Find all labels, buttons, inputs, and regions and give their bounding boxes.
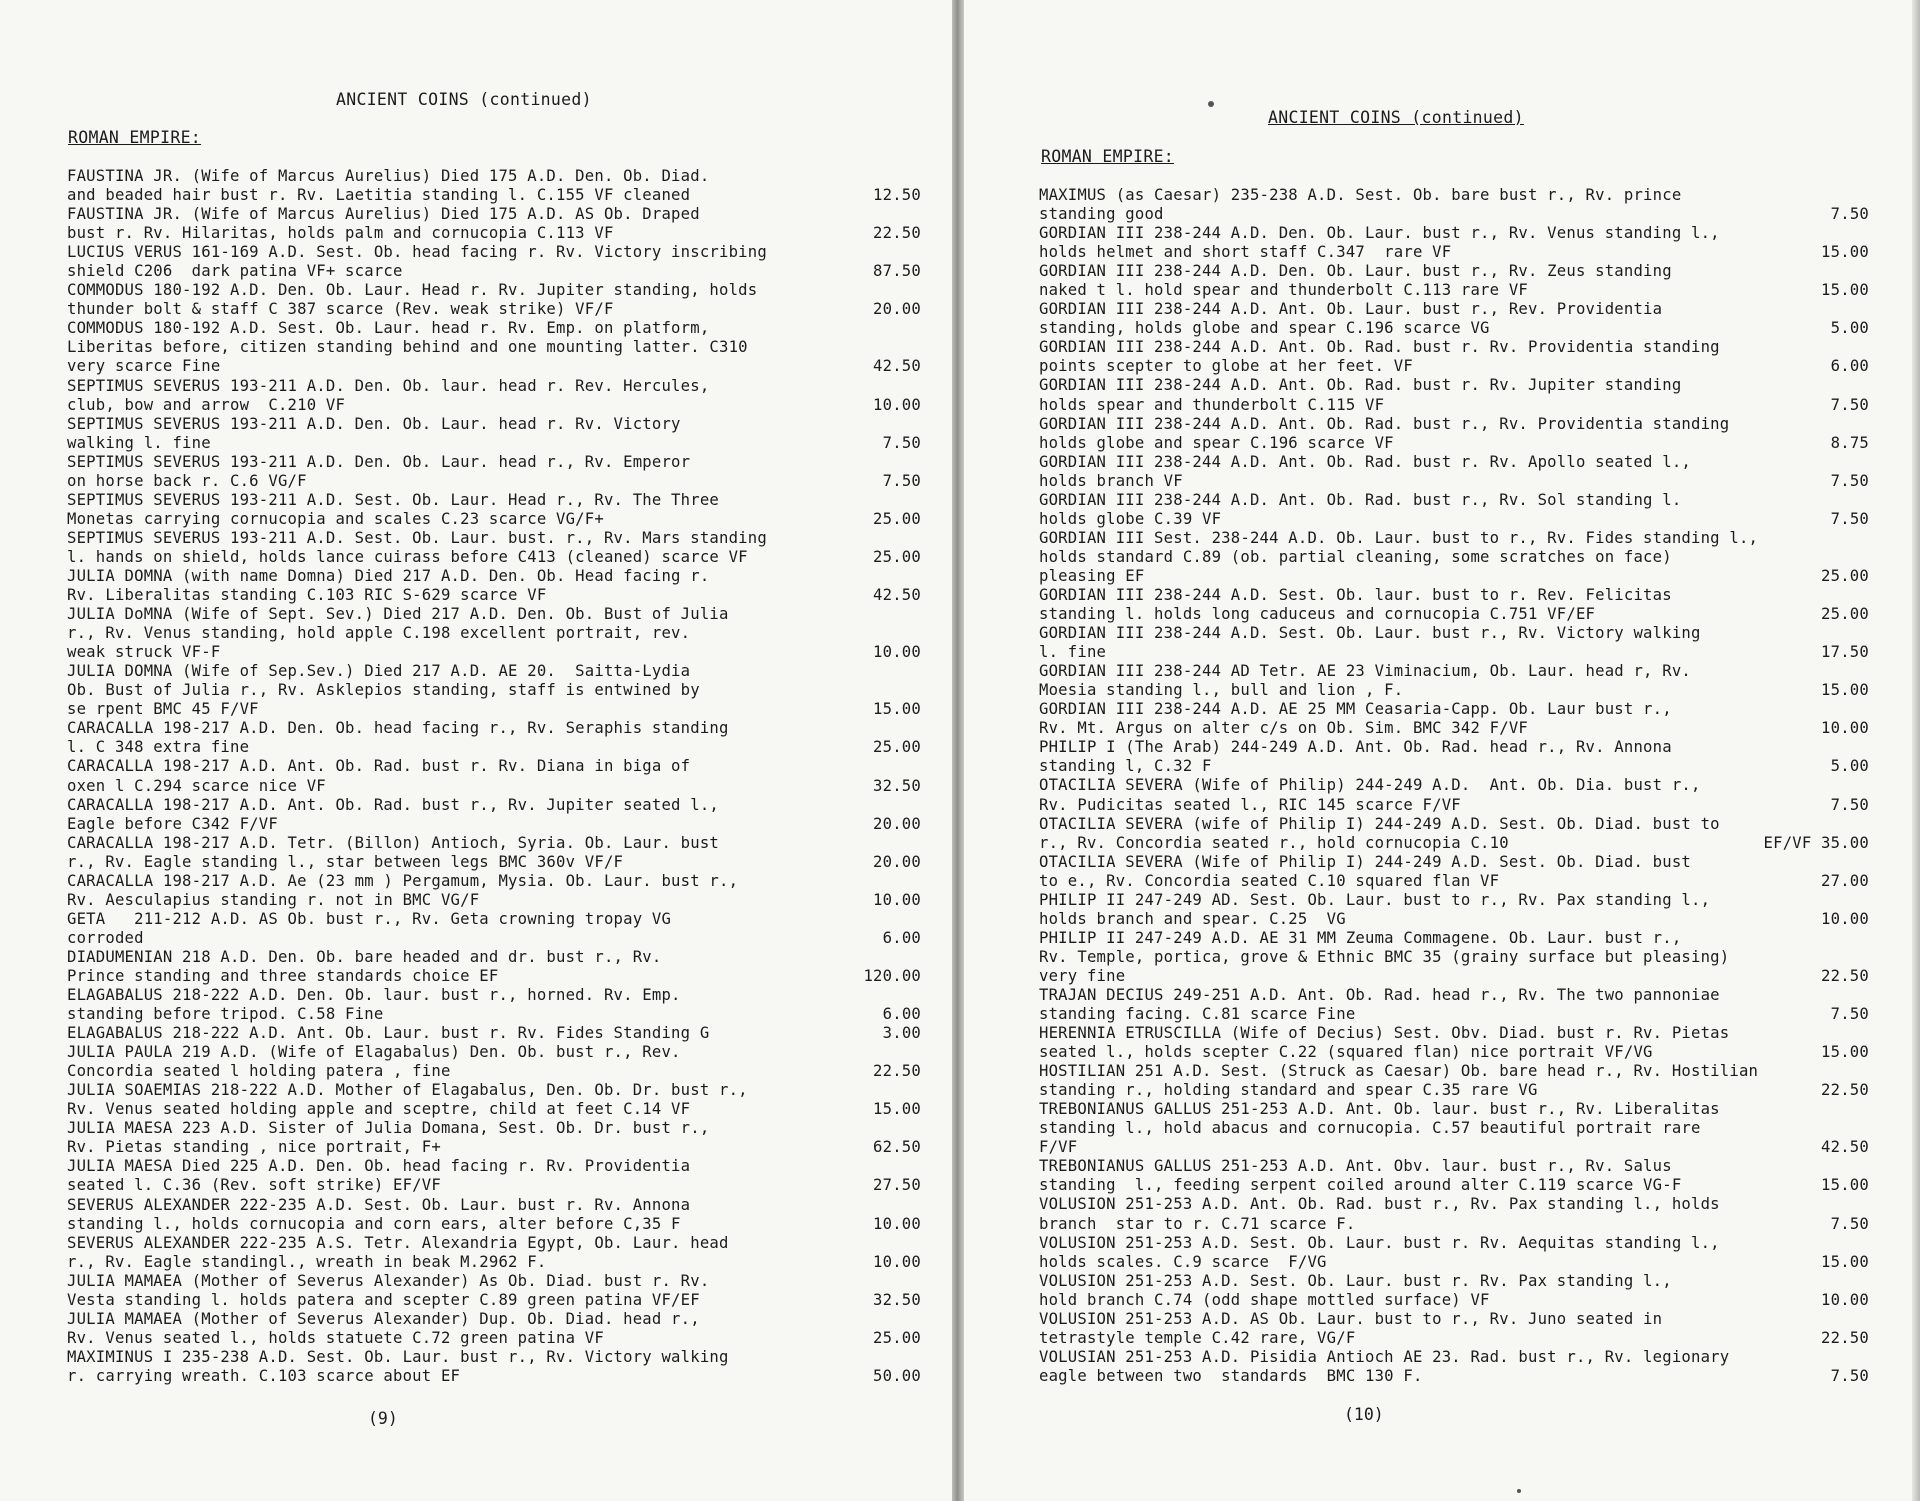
coin-description: TREBONIANUS GALLUS 251-253 A.D. Ant. Ob. laur. bust r., Rv. Liberalitas (1039, 1100, 1720, 1119)
coin-description: GORDIAN III 238-244 A.D. Ant. Ob. Rad. bust r. Rv. Jupiter standing (1039, 376, 1682, 395)
coin-description: bust r. Rv. Hilaritas, holds palm and cornucopia C.113 VF (67, 224, 614, 243)
coin-description: oxen l C.294 scarce nice VF (67, 776, 326, 795)
coin-description: JULIA DOMNA (with name Domna) Died 217 A.D. Den. Ob. Head facing r. (67, 566, 710, 585)
right-section-heading: ROMAN EMPIRE: (1041, 147, 1175, 166)
coin-description: MAXIMINUS I 235-238 A.D. Sest. Ob. Laur. bust r., Rv. Victory walking (67, 1347, 729, 1366)
coin-price: 62.50 (873, 1138, 921, 1157)
coin-description: SEPTIMUS SEVERUS 193-211 A.D. Sest. Ob. Laur. bust. r., Rv. Mars standing (67, 528, 767, 547)
coin-price: 10.00 (873, 890, 921, 909)
coin-description: eagle between two standards BMC 130 F. (1039, 1366, 1423, 1385)
coin-description: CARACALLA 198-217 A.D. Den. Ob. head facing r., Rv. Seraphis standing (67, 719, 729, 738)
coin-price: 7.50 (1830, 471, 1869, 490)
coin-price: 7.50 (1830, 395, 1869, 414)
coin-description: standing r., holding standard and spear C.35 rare VG (1039, 1081, 1538, 1100)
coin-price: EF/VF 35.00 (1763, 833, 1869, 852)
coin-description: standing l., holds cornucopia and corn ears, alter before C,35 F (67, 1214, 681, 1233)
coin-description: standing before tripod. C.58 Fine (67, 1005, 384, 1024)
coin-price: 7.50 (1830, 1366, 1869, 1385)
coin-description: CARACALLA 198-217 A.D. Ant. Ob. Rad. bust r. Rv. Diana in biga of (67, 757, 691, 776)
coin-price: 7.50 (882, 471, 921, 490)
coin-description: standing l. holds long caduceus and cornucopia C.751 VF/EF (1039, 605, 1596, 624)
coin-description: to e., Rv. Concordia seated C.10 squared flan VF (1039, 871, 1500, 890)
coin-description: CARACALLA 198-217 A.D. Tetr. (Billon) Antioch, Syria. Ob. Laur. bust (67, 833, 719, 852)
coin-description: GETA 211-212 A.D. AS Ob. bust r., Rv. Geta crowning tropay VG (67, 909, 672, 928)
coin-description: PHILIP II 247-249 A.D. AE 31 MM Zeuma Commagene. Ob. Laur. bust r., (1039, 928, 1682, 947)
coin-description: FAUSTINA JR. (Wife of Marcus Aurelius) Died 175 A.D. AS Ob. Draped (67, 205, 700, 224)
coin-description: LUCIUS VERUS 161-169 A.D. Sest. Ob. head facing r. Rv. Victory inscribing (67, 243, 767, 262)
coin-price: 27.00 (1821, 871, 1869, 890)
coin-price: 6.00 (1830, 357, 1869, 376)
coin-price: 10.00 (1821, 1290, 1869, 1309)
coin-price: 7.50 (1830, 795, 1869, 814)
coin-description: Moesia standing l., bull and lion , F. (1039, 681, 1404, 700)
coin-description: walking l. fine (67, 433, 211, 452)
coin-price: 20.00 (873, 852, 921, 871)
coin-description: GORDIAN III 238-244 A.D. Den. Ob. Laur. bust r., Rv. Zeus standing (1039, 262, 1672, 281)
right-page-number: (10) (1344, 1405, 1384, 1424)
coin-description: thunder bolt & staff C 387 scarce (Rev. weak strike) VF/F (67, 300, 614, 319)
coin-price: 7.50 (1830, 1214, 1869, 1233)
coin-description: SEPTIMUS SEVERUS 193-211 A.D. Den. Ob. laur. head r. Rev. Hercules, (67, 376, 710, 395)
coin-price: 20.00 (873, 300, 921, 319)
coin-description: Eagle before C342 F/VF (67, 814, 278, 833)
coin-price: 15.00 (873, 1100, 921, 1119)
coin-description: GORDIAN III 238-244 A.D. Sest. Ob. laur. bust to r. Rev. Felicitas (1039, 585, 1672, 604)
coin-description: MAXIMUS (as Caesar) 235-238 A.D. Sest. Ob. bare bust r., Rv. prince (1039, 186, 1682, 204)
coin-description: JULIA SOAEMIAS 218-222 A.D. Mother of Elagabalus, Den. Ob. Dr. bust r., (67, 1081, 748, 1100)
coin-description: holds globe and spear C.196 scarce VF (1039, 433, 1394, 452)
coin-description: naked t l. hold spear and thunderbolt C.113 rare VF (1039, 281, 1528, 300)
coin-description: weak struck VF-F (67, 643, 221, 662)
coin-description: very fine (1039, 966, 1126, 985)
coin-price: 10.00 (873, 1214, 921, 1233)
coin-description: F/VF (1039, 1138, 1078, 1157)
coin-description: GORDIAN III 238-244 A.D. Ant. Ob. Rad. bust r. Rv. Providentia standing (1039, 338, 1720, 357)
coin-description: hold branch C.74 (odd shape mottled surface) VF (1039, 1290, 1490, 1309)
coin-description: JULIA DoMNA (Wife of Sept. Sev.) Died 217 A.D. Den. Ob. Bust of Julia (67, 605, 729, 624)
coin-description: COMMODUS 180-192 A.D. Den. Ob. Laur. Head r. Rv. Jupiter standing, holds (67, 281, 758, 300)
coin-price: 6.00 (882, 928, 921, 947)
coin-description: JULIA MAMAEA (Mother of Severus Alexander) As Ob. Diad. bust r. Rv. (67, 1271, 710, 1290)
coin-description: ELAGABALUS 218-222 A.D. Ant. Ob. Laur. bust r. Rv. Fides Standing G (67, 1024, 710, 1043)
coin-description: branch star to r. C.71 scarce F. (1039, 1214, 1356, 1233)
coin-price: 5.00 (1830, 757, 1869, 776)
coin-description: l. fine (1039, 643, 1107, 662)
coin-description: TREBONIANUS GALLUS 251-253 A.D. Ant. Obv. laur. bust r., Rv. Salus (1039, 1157, 1672, 1176)
coin-description: standing good (1039, 205, 1164, 224)
coin-description: on horse back r. C.6 VG/F (67, 471, 307, 490)
coin-price: 15.00 (1821, 681, 1869, 700)
coin-price: 25.00 (873, 509, 921, 528)
coin-description: standing l., hold abacus and cornucopia. C.57 beautiful portrait rare (1039, 1119, 1701, 1138)
coin-description: r., Rv. Eagle standingl., wreath in beak M.2962 F. (67, 1252, 547, 1271)
coin-description: GORDIAN III 238-244 A.D. Ant. Ob. Rad. bust r., Rv. Providentia standing (1039, 414, 1730, 433)
coin-description: r., Rv. Venus standing, hold apple C.198 excellent portrait, rev. (67, 624, 691, 643)
coin-description: ELAGABALUS 218-222 A.D. Den. Ob. laur. bust r., horned. Rv. Emp. (67, 986, 681, 1005)
coin-description: GORDIAN III 238-244 A.D. AE 25 MM Ceasaria-Capp. Ob. Laur bust r., (1039, 700, 1672, 719)
coin-price: 10.00 (873, 643, 921, 662)
coin-price: 22.50 (873, 1062, 921, 1081)
coin-description: OTACILIA SEVERA (wife of Philip I) 244-249 A.D. Sest. Ob. Diad. bust to (1039, 814, 1720, 833)
coin-description: tetrastyle temple C.42 rare, VG/F (1039, 1328, 1356, 1347)
coin-price: 22.50 (1821, 1081, 1869, 1100)
coin-description: SEPTIMUS SEVERUS 193-211 A.D. Den. Ob. Laur. head r. Rv. Victory (67, 414, 681, 433)
coin-price: 15.00 (1821, 1252, 1869, 1271)
coin-description: holds helmet and short staff C.347 rare VF (1039, 243, 1452, 262)
coin-price: 42.50 (1821, 1138, 1869, 1157)
coin-description: OTACILIA SEVERA (Wife of Philip I) 244-249 A.D. Sest. Ob. Diad. bust (1039, 852, 1691, 871)
coin-price: 10.00 (873, 395, 921, 414)
coin-price: 15.00 (1821, 243, 1869, 262)
coin-description: GORDIAN III 238-244 AD Tetr. AE 23 Viminacium, Ob. Laur. head r, Rv. (1039, 662, 1691, 681)
coin-price: 27.50 (873, 1176, 921, 1195)
coin-description: VOLUSION 251-253 A.D. Ant. Ob. Rad. bust r., Rv. Pax standing l., holds (1039, 1195, 1720, 1214)
coin-description: seated l., holds scepter C.22 (squared flan) nice portrait VF/VG (1039, 1043, 1653, 1062)
coin-price: 8.75 (1830, 433, 1869, 452)
coin-description: VOLUSION 251-253 A.D. AS Ob. Laur. bust to r., Rv. Juno seated in (1039, 1309, 1663, 1328)
coin-description: SEPTIMUS SEVERUS 193-211 A.D. Sest. Ob. Laur. Head r., Rv. The Three (67, 490, 719, 509)
coin-description: CARACALLA 198-217 A.D. Ae (23 mm ) Pergamum, Mysia. Ob. Laur. bust r., (67, 871, 739, 890)
coin-description: GORDIAN III 238-244 A.D. Ant. Ob. Rad. bust r. Rv. Apollo seated l., (1039, 452, 1691, 471)
coin-price: 25.00 (873, 738, 921, 757)
coin-description: se rpent BMC 45 F/VF (67, 700, 259, 719)
coin-price: 17.50 (1821, 643, 1869, 662)
coin-description: Rv. Temple, portica, grove & Ethnic BMC 35 (grainy surface but pleasing) (1039, 947, 1730, 966)
coin-description: VOLUSION 251-253 A.D. Sest. Ob. Laur. bust r. Rv. Aequitas standing l., (1039, 1233, 1720, 1252)
coin-price: 15.00 (873, 700, 921, 719)
coin-price: 7.50 (1830, 509, 1869, 528)
coin-description: Rv. Venus seated holding apple and sceptre, child at feet C.14 VF (67, 1100, 691, 1119)
coin-description: CARACALLA 198-217 A.D. Ant. Ob. Rad. bust r., Rv. Jupiter seated l., (67, 795, 719, 814)
coin-description: r., Rv. Concordia seated r., hold cornucopia C.10 (1039, 833, 1509, 852)
coin-price: 10.00 (1821, 719, 1869, 738)
coin-price: 22.50 (1821, 966, 1869, 985)
right-page-title: ANCIENT COINS (continued) (1268, 108, 1524, 127)
coin-description: Monetas carrying cornucopia and scales C.23 scarce VG/F+ (67, 509, 604, 528)
coin-description: GORDIAN III 238-244 A.D. Ant. Ob. Laur. bust r., Rev. Providentia (1039, 300, 1663, 319)
coin-description: TRAJAN DECIUS 249-251 A.D. Ant. Ob. Rad. head r., Rv. The two pannoniae (1039, 985, 1720, 1004)
coin-description: PHILIP II 247-249 AD. Sest. Ob. Laur. bust to r., Rv. Pax standing l., (1039, 890, 1711, 909)
coin-price: 7.50 (882, 433, 921, 452)
coin-description: holds globe C.39 VF (1039, 509, 1222, 528)
coin-description: HERENNIA ETRUSCILLA (Wife of Decius) Sest. Obv. Diad. bust r. Rv. Pietas (1039, 1024, 1730, 1043)
coin-description: JULIA MAESA 223 A.D. Sister of Julia Domana, Sest. Ob. Dr. bust r., (67, 1119, 710, 1138)
coin-description: Rv. Venus seated l., holds statuete C.72 green patina VF (67, 1328, 604, 1347)
coin-description: JULIA PAULA 219 A.D. (Wife of Elagabalus) Den. Ob. bust r., Rev. (67, 1043, 681, 1062)
coin-price: 15.00 (1821, 1043, 1869, 1062)
coin-description: SEVERUS ALEXANDER 222-235 A.D. Sest. Ob. Laur. bust r. Rv. Annona (67, 1195, 691, 1214)
coin-price: 22.50 (1821, 1328, 1869, 1347)
right-page (964, 0, 1920, 1501)
coin-description: r. carrying wreath. C.103 scarce about EF (67, 1366, 461, 1385)
coin-description: JULIA MAMAEA (Mother of Severus Alexander) Dup. Ob. Diad. head r., (67, 1309, 700, 1328)
coin-price: 32.50 (873, 776, 921, 795)
coin-price: 20.00 (873, 814, 921, 833)
coin-description: holds scales. C.9 scarce F/VG (1039, 1252, 1327, 1271)
coin-price: 7.50 (1830, 205, 1869, 224)
coin-description: SEPTIMUS SEVERUS 193-211 A.D. Den. Ob. Laur. head r., Rv. Emperor (67, 452, 691, 471)
paper-speck (1208, 101, 1214, 107)
coin-price: 15.00 (1821, 1176, 1869, 1195)
coin-description: VOLUSIAN 251-253 A.D. Pisidia Antioch AE 23. Rad. bust r., Rv. legionary (1039, 1347, 1730, 1366)
coin-price: 87.50 (873, 262, 921, 281)
coin-description: standing, holds globe and spear C.196 scarce VG (1039, 319, 1490, 338)
left-section-heading: ROMAN EMPIRE: (68, 128, 202, 147)
coin-description: GORDIAN III 238-244 A.D. Sest. Ob. Laur. bust r., Rv. Victory walking (1039, 624, 1701, 643)
coin-price: 3.00 (882, 1024, 921, 1043)
paper-speck (1517, 1489, 1521, 1493)
coin-description: Vesta standing l. holds patera and scepter C.89 green patina VF/EF (67, 1290, 700, 1309)
coin-description: GORDIAN III Sest. 238-244 A.D. Ob. Laur. bust to r., Rv. Fides standing l., (1039, 528, 1759, 547)
coin-description: l. hands on shield, holds lance cuirass before C413 (cleaned) scarce VF (67, 547, 748, 566)
coin-price: 7.50 (1830, 1005, 1869, 1024)
coin-description: Rv. Liberalitas standing C.103 RIC S-629 scarce VF (67, 586, 547, 605)
coin-description: Ob. Bust of Julia r., Rv. Asklepios standing, staff is entwined by (67, 681, 700, 700)
coin-description: PHILIP I (The Arab) 244-249 A.D. Ant. Ob. Rad. head r., Rv. Annona (1039, 738, 1672, 757)
coin-price: 25.00 (873, 1328, 921, 1347)
coin-price: 12.50 (873, 186, 921, 205)
coin-price: 120.00 (863, 966, 921, 985)
coin-price: 25.00 (1821, 566, 1869, 585)
coin-description: Rv. Pudicitas seated l., RIC 145 scarce F/VF (1039, 795, 1461, 814)
coin-description: JULIA MAESA Died 225 A.D. Den. Ob. head facing r. Rv. Providentia (67, 1157, 691, 1176)
coin-price: 32.50 (873, 1290, 921, 1309)
coin-description: shield C206 dark patina VF+ scarce (67, 262, 403, 281)
coin-description: points scepter to globe at her feet. VF (1039, 357, 1413, 376)
coin-description: l. C 348 extra fine (67, 738, 250, 757)
coin-description: COMMODUS 180-192 A.D. Sest. Ob. Laur. head r. Rv. Emp. on platform, (67, 319, 710, 338)
coin-description: SEVERUS ALEXANDER 222-235 A.S. Tetr. Alexandria Egypt, Ob. Laur. head (67, 1233, 729, 1252)
coin-description: JULIA DOMNA (Wife of Sep.Sev.) Died 217 A.D. AE 20. Saitta-Lydia (67, 662, 691, 681)
coin-description: standing facing. C.81 scarce Fine (1039, 1005, 1356, 1024)
coin-price: 25.00 (1821, 605, 1869, 624)
coin-price: 5.00 (1830, 319, 1869, 338)
coin-description: and beaded hair bust r. Rv. Laetitia standing l. C.155 VF cleaned (67, 186, 691, 205)
coin-description: Rv. Pietas standing , nice portrait, F+ (67, 1138, 441, 1157)
coin-description: Concordia seated l holding patera , fine (67, 1062, 451, 1081)
coin-description: corroded (67, 928, 144, 947)
coin-description: standing l., feeding serpent coiled around alter C.119 scarce VG-F (1039, 1176, 1682, 1195)
coin-price: 6.00 (882, 1005, 921, 1024)
coin-price: 50.00 (873, 1366, 921, 1385)
coin-description: holds branch and spear. C.25 VG (1039, 909, 1346, 928)
coin-description: club, bow and arrow C.210 VF (67, 395, 346, 414)
coin-price: 42.50 (873, 586, 921, 605)
coin-price: 42.50 (873, 357, 921, 376)
coin-description: Prince standing and three standards choice EF (67, 966, 499, 985)
left-page-number: (9) (368, 1409, 398, 1428)
coin-description: Rv. Mt. Argus on alter c/s on Ob. Sim. BMC 342 F/VF (1039, 719, 1528, 738)
coin-description: GORDIAN III 238-244 A.D. Den. Ob. Laur. bust r., Rv. Venus standing l., (1039, 224, 1720, 243)
coin-description: pleasing EF (1039, 566, 1145, 585)
coin-description: GORDIAN III 238-244 A.D. Ant. Ob. Rad. bust r., Rv. Sol standing l. (1039, 490, 1682, 509)
coin-description: holds standard C.89 (ob. partial cleaning, some scratches on face) (1039, 547, 1672, 566)
coin-price: 10.00 (873, 1252, 921, 1271)
coin-description: holds branch VF (1039, 471, 1183, 490)
coin-description: standing l, C.32 F (1039, 757, 1212, 776)
coin-description: very scarce Fine (67, 357, 221, 376)
coin-description: holds spear and thunderbolt C.115 VF (1039, 395, 1385, 414)
coin-description: r., Rv. Eagle standing l., star between legs BMC 360v VF/F (67, 852, 624, 871)
coin-description: HOSTILIAN 251 A.D. Sest. (Struck as Caesar) Ob. bare head r., Rv. Hostilian (1039, 1062, 1759, 1081)
coin-price: 25.00 (873, 547, 921, 566)
book-gutter (952, 0, 964, 1501)
coin-description: Rv. Aesculapius standing r. not in BMC VG/F (67, 890, 480, 909)
left-page-title: ANCIENT COINS (continued) (336, 90, 592, 109)
coin-price: 22.50 (873, 224, 921, 243)
coin-description: seated l. C.36 (Rev. soft strike) EF/VF (67, 1176, 441, 1195)
coin-description: VOLUSION 251-253 A.D. Sest. Ob. Laur. bust r. Rv. Pax standing l., (1039, 1271, 1672, 1290)
coin-description: OTACILIA SEVERA (Wife of Philip) 244-249 A.D. Ant. Ob. Dia. bust r., (1039, 776, 1701, 795)
coin-price: 15.00 (1821, 281, 1869, 300)
coin-description: Liberitas before, citizen standing behind and one mounting latter. C310 (67, 338, 748, 357)
coin-description: DIADUMENIAN 218 A.D. Den. Ob. bare headed and dr. bust r., Rv. (67, 947, 662, 966)
page-edge (1912, 0, 1920, 1501)
coin-price: 10.00 (1821, 909, 1869, 928)
coin-description: FAUSTINA JR. (Wife of Marcus Aurelius) Died 175 A.D. Den. Ob. Diad. (67, 167, 710, 185)
left-page (0, 0, 952, 1501)
